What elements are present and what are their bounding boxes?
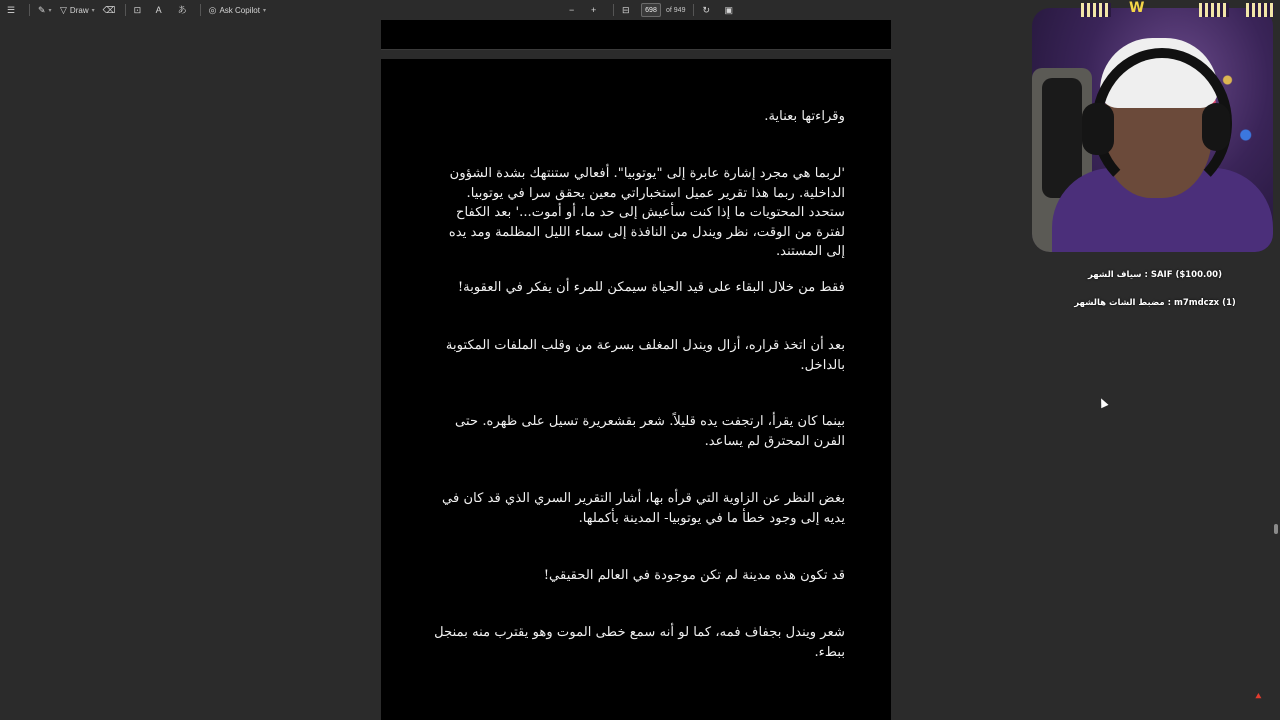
webcam-frame-decoration bbox=[1031, 0, 1280, 20]
page-view-icon: ▣ bbox=[724, 4, 733, 15]
copilot-icon: ◎ bbox=[208, 4, 217, 15]
paragraph: فقط من خلال البقاء على قيد الحياة سيمكن للمرء أن يفكر في العقوبة! bbox=[457, 280, 845, 295]
minus-icon: − bbox=[569, 4, 575, 15]
rotate-button[interactable] bbox=[699, 2, 719, 18]
earcup-right bbox=[1202, 103, 1230, 151]
toolbar-divider bbox=[125, 4, 126, 16]
chevron-down-icon: ▾ bbox=[262, 7, 266, 14]
paragraph: بينما كان يقرأ، ارتجفت يده قليلاً. شعر بقشعريرة تسيل على ظهره. حتى الفرن المحترق لم يساعد. bbox=[455, 414, 845, 449]
read-aloud-button[interactable] bbox=[153, 2, 173, 18]
previous-page bbox=[381, 20, 891, 50]
list-icon: ☰ bbox=[7, 4, 16, 15]
diamond-pattern bbox=[1199, 3, 1229, 17]
overlay-red-line bbox=[1050, 282, 1260, 296]
fit-page-button[interactable] bbox=[619, 2, 639, 18]
toc-button[interactable] bbox=[4, 2, 24, 18]
zoom-in-button[interactable] bbox=[588, 2, 608, 18]
paragraph: شعر ويندل بجفاف فمه، كما لو أنه سمع خطى الموت وهو يقترب منه بمنجل ببطء. bbox=[434, 625, 845, 660]
toolbar-divider bbox=[29, 4, 30, 16]
paragraph: قد تكون هذه مدينة لم تكن موجودة في العالم الحقيقي! bbox=[543, 568, 845, 583]
highlighter-icon: ✎ bbox=[38, 4, 46, 15]
erase-button[interactable] bbox=[100, 2, 120, 18]
chevron-down-icon: ▾ bbox=[48, 7, 52, 14]
crown-icon: W bbox=[1129, 0, 1144, 16]
webcam-overlay bbox=[1032, 8, 1273, 252]
translate-button[interactable] bbox=[175, 2, 195, 18]
paragraph: وقراءتها بعناية. bbox=[764, 109, 845, 124]
ask-copilot-label: Ask Copilot bbox=[219, 5, 260, 15]
pdf-app-icon: ⯅ bbox=[1254, 690, 1263, 703]
paragraph: بعد أن اتخذ قراره، أزال ويندل المغلف بسرعة من وقلب الملفات المكتوبة بالداخل. bbox=[445, 338, 845, 373]
toolbar-divider bbox=[613, 4, 614, 16]
paragraph: 'لربما هي مجرد إشارة عابرة إلى "يوتوبيا". أفعالي ستنتهك بشدة الشؤون الداخلية. ربما هذا تقرير عميل استخباراتي معين يحقق سرا في يوتوبيا. ستحدد المحتويات ما إذا كنت سأعيش إلى حد ما، أو أموت...' بعد الكفاح لفترة من الوقت، نظر ويندل من النافذة إلى سماء الليل المظلمة ومد يده إلى المستند. bbox=[448, 166, 845, 259]
eraser-icon: ⌫ bbox=[102, 4, 116, 15]
toolbar-page-controls bbox=[566, 0, 741, 20]
chevron-down-icon: ▾ bbox=[91, 7, 95, 14]
ask-copilot-button[interactable] bbox=[206, 2, 269, 18]
earcup-left bbox=[1082, 103, 1114, 155]
page-number-input[interactable] bbox=[641, 3, 661, 17]
toolbar-left-group bbox=[4, 0, 269, 20]
mouse-cursor-icon bbox=[1097, 397, 1108, 409]
pdf-page bbox=[381, 59, 891, 720]
draw-label: Draw bbox=[69, 5, 89, 15]
fit-page-icon: ⊟ bbox=[622, 4, 630, 15]
draw-icon: ▽ bbox=[60, 4, 67, 15]
page-view-button[interactable] bbox=[721, 2, 741, 18]
overlay-red-line bbox=[1050, 254, 1260, 268]
highlight-button[interactable] bbox=[35, 2, 55, 18]
overlay-top-donor: SAIF ($100.00) : سياف الشهر bbox=[1088, 270, 1222, 280]
plus-icon: + bbox=[591, 4, 597, 15]
read-aloud-icon: A bbox=[155, 4, 162, 15]
zoom-out-button[interactable] bbox=[566, 2, 586, 18]
translate-icon: あ bbox=[177, 4, 187, 15]
diamond-pattern bbox=[1081, 3, 1111, 17]
text-box-icon: ⊡ bbox=[133, 4, 142, 15]
overlay-top-moderator: m7mdczx (1) : مضبط الشات هالشهر bbox=[1074, 298, 1236, 308]
add-text-button[interactable] bbox=[131, 2, 151, 18]
paragraph: بغض النظر عن الزاوية التي قرأه بها، أشار التقرير السري الذي قد كان في يديه إلى وجود خطأ ما في يوتوبيا- المدينة بأكملها. bbox=[441, 491, 845, 526]
stream-overlay-text bbox=[1050, 254, 1260, 310]
draw-button[interactable] bbox=[57, 2, 98, 18]
diamond-pattern bbox=[1246, 3, 1274, 17]
page-total: of 949 bbox=[666, 6, 686, 14]
toolbar-divider bbox=[200, 4, 201, 16]
rotate-icon: ↻ bbox=[702, 4, 711, 15]
toolbar-divider bbox=[693, 4, 694, 16]
vertical-scrollbar-thumb[interactable] bbox=[1274, 524, 1278, 534]
